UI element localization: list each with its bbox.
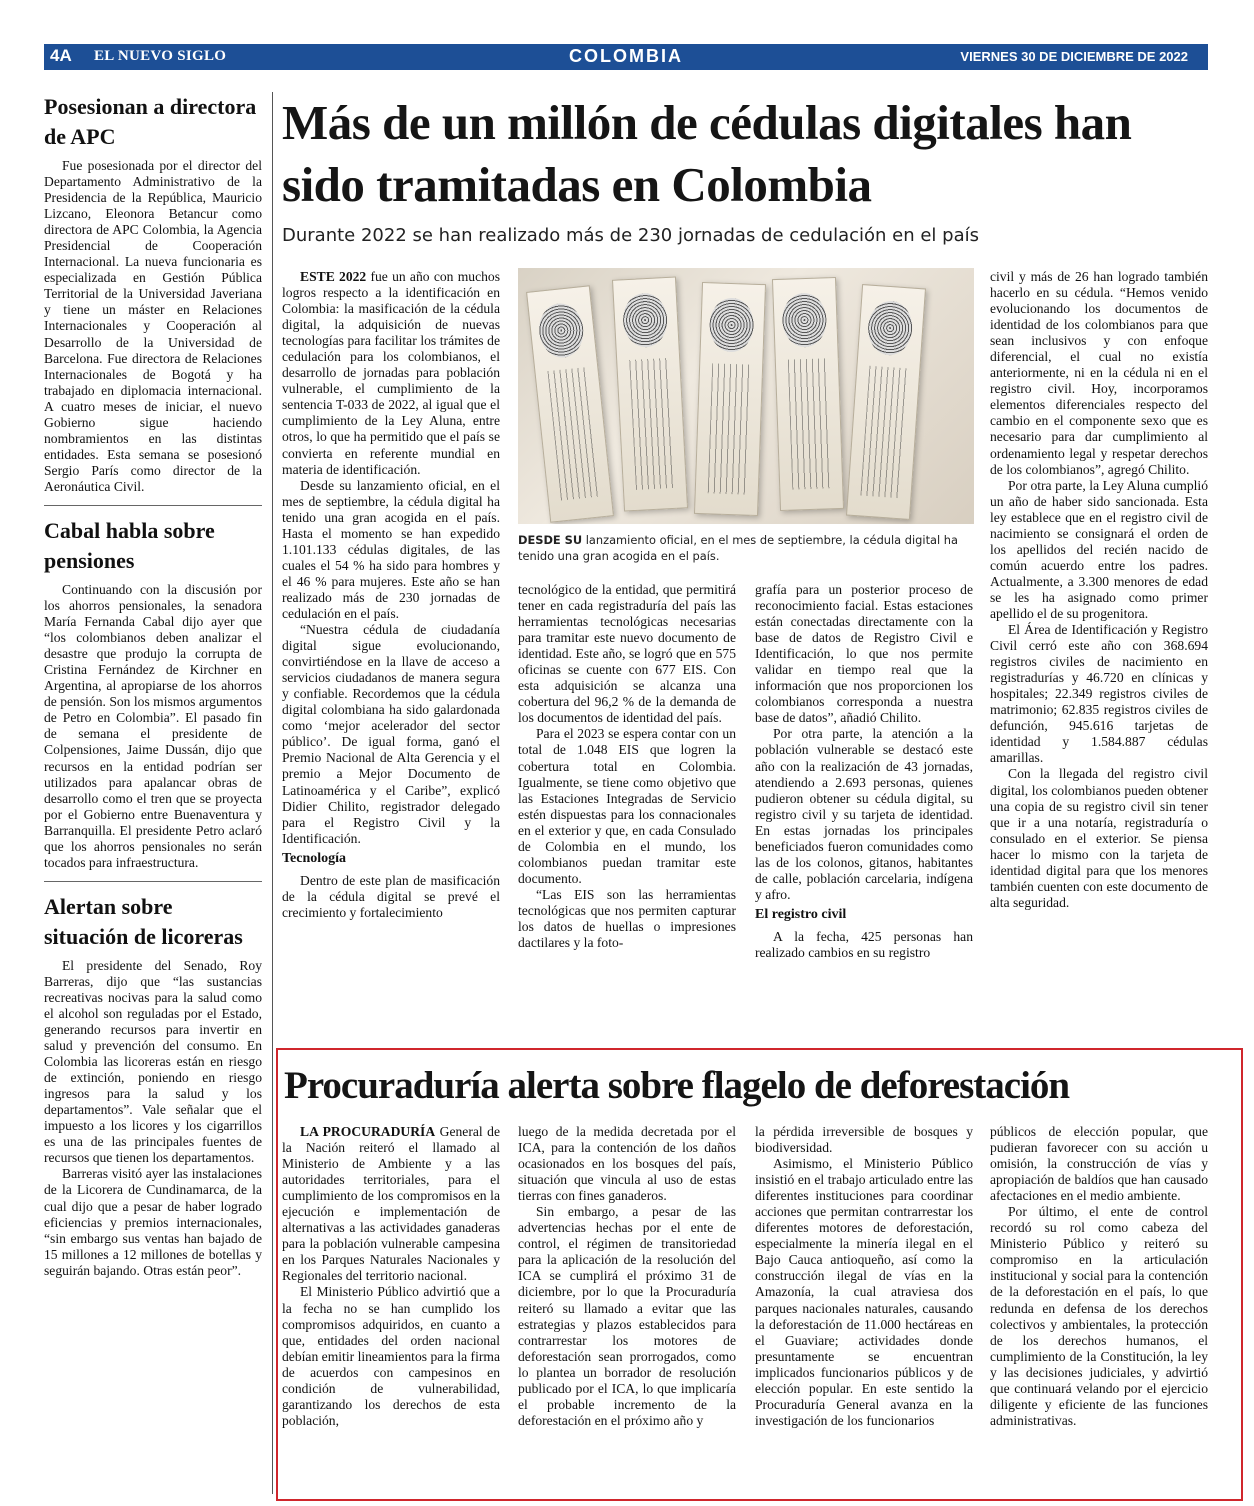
article-paragraph: luego de la medida decretada por el ICA, para la contención de los daños ocasionados en los bosques del país, situación que vincula al uso de estas tierras con fines ganaderos. — [518, 1124, 736, 1204]
lead-word: ESTE 2022 — [300, 269, 367, 284]
article-paragraph: Asimismo, el Ministerio Público insistió en el trabajo articulado entre las diferentes instituciones para coordinar acciones que permitan contrarrestar los diferentes motores de deforestación, especialmente la minería ilegal en el Bajo Cauca antioqueño, así como la construcción ilegal de vías en la Amazonía, la cual atraviesa dos parques nacionales naturales, causando la deforestación de 11.000 hectáreas en el Guaviare; actividades donde presuntamente se encuentran implicados funcionarios públicos y de elección popular. En este sentido la Procuraduría General avanza en la investigación de los funcionarios — [755, 1156, 973, 1428]
id-card-image — [772, 277, 844, 511]
main-headline: Más de un millón de cédulas digitales han sido tramitadas en Colombia — [282, 95, 1132, 212]
page-header — [44, 44, 1208, 70]
second-headline: Procuraduría alerta sobre flagelo de deforestación — [284, 1064, 1070, 1107]
article-paragraph: “Las EIS son las herramientas tecnológicas que nos permiten capturar los datos de huellas o impresiones dactilares y la foto- — [518, 886, 736, 951]
main-deck: Durante 2022 se han realizado más de 230 jornadas de cedulación en el país — [282, 225, 979, 246]
article-paragraph: la pérdida irreversible de bosques y biodiversidad. — [755, 1124, 973, 1156]
id-card-image — [846, 284, 926, 520]
second-column-3 — [755, 1124, 973, 1429]
main-column-1 — [282, 269, 500, 921]
article-paragraph: civil y más de 26 han logrado también hacerlo en su cédula. “Hemos venido evolucionando los documentos de identidad de los colombianos para que sean inclusivos y con enfoque diferencial, el cual no existía anteriormente, ni en la cédula ni en el registro civil. Hoy, incorporamos elementos diferenciales respecto del cambio en el componente sexo que es necesario para dar cumplimiento al ordenamiento legal y respetar derechos de los colombianos”, agregó Chilito. — [990, 269, 1208, 477]
divider — [44, 881, 262, 882]
brief-paragraph: Barreras visitó ayer las instalaciones de la Licorera de Cundinamarca, de la cual dijo que a pesar de haber logrado eficiencias y premios internacionales, “sin embargo sus ventas han bajado de 15 millones a 12 millones de botellas y seguirán bajando. Otras están peor”. — [44, 1166, 262, 1278]
article-paragraph: Desde su lanzamiento oficial, en el mes de septiembre, la cédula digital ha tenido una gran acogida en el país. Hasta el momento se han expedido 1.101.133 cédulas digitales, de las cuales el 54 % ha sido para hombres y el 46 % para mujeres. Este año se han realizado más de 230 jornadas de cedulación en el país. — [282, 477, 500, 621]
issue-date: VIERNES 30 DE DICIEMBRE DE 2022 — [960, 49, 1188, 64]
article-paragraph: públicos de elección popular, que pudieran favorecer con su acción u omisión, la construcción de vías y apropiación de baldíos que han causado afectaciones en el medio ambiente. — [990, 1124, 1208, 1204]
article-paragraph: Sin embargo, a pesar de las advertencias hechas por el ente de control, el régimen de transitoriedad para la aplicación de la resolución del ICA se cumplirá el próximo 31 de diciembre, por lo que la Procuraduría reiteró su llamado a evitar que las estrategias y plazos establecidos para contrarrestar los motores de deforestación sean prorrogados, como lo plantea un borrador de resolución publicado por el ICA, lo que implicaría el probable incremento de la deforestación en el próximo año y — [518, 1204, 736, 1428]
article-paragraph: Dentro de este plan de masificación de la cédula digital se prevé el crecimiento y fortalecimiento — [282, 872, 500, 920]
article-paragraph: LA PROCURADURÍA General de la Nación reiteró el llamado al Ministerio de Ambiente y a las autoridades territoriales, para el cumplimiento de los compromisos en la ejecución e implementación de alternativas a las actividades ganaderas para la población vulnerable campesina en los Parques Naturales Nacionales y Regionales del territorio nacional. — [282, 1124, 500, 1284]
article-paragraph: ESTE 2022 fue un año con muchos logros respecto a la identificación en Colombia: la masificación de la cédula digital, la adquisición de nuevas tecnologías para facilitar los trámites de cedulación para los colombianos, el desarrollo de jornadas para población vulnerable, el cumplimiento de la sentencia T-033 de 2022, al igual que el cumplimiento de la Ley Aluna, entre otros, lo que ha permitido que el país se convierta en referente mundial en materia de identificación. — [282, 269, 500, 477]
second-column-2 — [518, 1124, 736, 1429]
photo-cedulas — [518, 268, 974, 524]
section-name: COLOMBIA — [569, 46, 683, 66]
lead-word: LA PROCURADURÍA — [300, 1124, 436, 1139]
subhead-registro-civil: El registro civil — [755, 906, 847, 922]
brief-title: Posesionan a directora de APC — [44, 94, 257, 149]
second-column-4 — [990, 1124, 1208, 1429]
photo-caption: DESDE SU lanzamiento oficial, en el mes de septiembre, la cédula digital ha tenido una gran acogida en el país. — [518, 533, 959, 563]
article-paragraph: Para el 2023 se espera contar con un total de 1.048 EIS que logren la cobertura total en Colombia. Igualmente, se tiene como objetivo que las Estaciones Integradas de Servicio estén dispuestas para los connacionales en el exterior y que, en cada Consulado de Colombia en el mundo, los colombianos puedan tramitar este documento. — [518, 726, 736, 886]
brief-title: Alertan sobre situación de licoreras — [44, 893, 243, 949]
main-column-2 — [518, 582, 736, 951]
article-paragraph: El Ministerio Público advirtió que a la fecha no se han cumplido los compromisos adquiridos, en cuanto a que, entidades del orden nacional debían emitir lineamientos para la firma de acuerdos con campesinos en condición de vulnerabilidad, garantizando los derechos de esta población, — [282, 1284, 500, 1428]
brief-apc — [44, 92, 262, 495]
newspaper-name: EL NUEVO SIGLO — [94, 48, 227, 64]
article-paragraph: A la fecha, 425 personas han realizado cambios en su registro — [755, 928, 973, 960]
column-rule — [272, 92, 273, 1494]
brief-paragraph: Continuando con la discusión por los ahorros pensionales, la senadora María Fernanda Cabal dijo ayer que “los colombianos deben analizar el desastre que produjo la corrupta de Cristina Fernández de Kirchner en Argentina, al apropiarse de los ahorros de pensión. Son los mismos argumentos de Petro en Colombia”. El pasado fin de semana el presidente de Colpensiones, Jaime Dussán, dijo que recursos en la entidad podrían ser utilizados para apalancar obras de desarrollo como el tren que se proyecta por el Gobierno entre Buenaventura y Barranquilla. El presidente Petro aclaró que los ahorros pensionales no serán tocados para infraestructura. — [44, 581, 263, 870]
main-column-4 — [990, 269, 1208, 911]
article-paragraph: grafía para un posterior proceso de reconocimiento facial. Estas estaciones están conectadas directamente con la base de datos de Registro Civil e Identificación, lo que nos permite validar en tiempo real que la información que nos proporcionen los colombianos corresponda a nuestra base de datos”, añadió Chilito. — [755, 582, 973, 726]
main-column-3 — [755, 582, 973, 961]
article-paragraph: Por otra parte, la Ley Aluna cumplió un año de haber sido sancionada. Esta ley establece que en el registro civil de nacimiento se consignará el orden de los apellidos del recién nacido de común acuerdo entre los padres. Actualmente, a 3.300 menores de edad se les ha asignado como primer apellido el de su progenitora. — [990, 477, 1208, 621]
brief-pensiones — [44, 516, 262, 871]
article-paragraph: “Nuestra cédula de ciudadanía digital sigue evolucionando, convirtiéndose en la llave de acceso a servicios ciudadanos de manera segura y confiable. Recordemos que la cédula digital colombiana ha sido galardonada como ‘mejor acelerador del sector público’. De igual forma, ganó el Premio Nacional de Alta Gerencia y el premio a Mejor Documento de Latinoamérica y el Caribe”, explicó Didier Chilito, registrador delegado para el Registro Civil y la Identificación. — [282, 622, 500, 846]
article-paragraph: El Área de Identificación y Registro Civil cerró este año con 368.694 registros civiles de nacimiento en registradurías y 46.720 en clínicas y hospitales; 22.349 registros civiles de matrimonio; 62.835 registros civiles de defunción, 945.616 tarjetas de identidad y 1.584.887 cédulas amarillas. — [990, 622, 1208, 766]
page-number: 4A — [50, 46, 72, 65]
subhead-tecnologia: Tecnología — [282, 850, 347, 866]
id-card-image — [526, 285, 614, 522]
divider — [44, 505, 262, 506]
second-column-1 — [282, 1124, 500, 1429]
article-paragraph: Por último, el ente de control recordó su rol como cabeza del Ministerio Público y reiteró su compromiso en la articulación institucional y social para la contención de la deforestación en el país, lo que redunda en defensa de los derechos colectivos y ambientales, la protección de los derechos humanos, el cumplimiento de la Constitución, la ley y las decisiones judiciales, y advirtió que continuará velando por el ejercicio diligente y eficiente de las funciones administrativas. — [990, 1204, 1208, 1428]
id-card-image — [612, 276, 688, 511]
brief-paragraph: Fue posesionada por el director del Departamento Administrativo de la Presidencia de la República, Mauricio Lizcano, Eleonora Betancur como directora de APC Colombia, la Agencia Presidencial de Cooperación Internacional. La nueva funcionaria es especializada en Gestión Pública Territorial de la Universidad Javeriana y tiene un máster en Relaciones Internacionales y Cooperación al Desarrollo de la Universidad de Barcelona. Fue directora de Relaciones Internacionales de Bogotá y ha trabajado en diplomacia internacional. A cuatro meses de iniciar, el nuevo Gobierno sigue haciendo nombramientos en las distintas entidades. Esta semana se posesionó Sergio París como director de la Aeronáutica Civil. — [44, 158, 262, 494]
brief-licoreras — [44, 892, 262, 1279]
article-paragraph: Con la llegada del registro civil digital, los colombianos pueden obtener una copia de su registro civil sin tener que ir a una notaría, registraduría o consulado en el exterior. Se piensa hacer lo mismo con la tarjeta de identidad digital para que los menores también cuenten con este documento de alta seguridad. — [990, 766, 1208, 910]
article-paragraph: Por otra parte, la atención a la población vulnerable se destacó este año con la realización de 43 jornadas, atendiendo a 2.693 personas, quienes pudieron obtener su cédula digital, su registro civil y su tarjeta de identidad. En estas jornadas los principales beneficiados fueron comunidades como las de los colonos, gitanos, habitantes de calle, población carcelaria, indígena y afro. — [755, 726, 973, 902]
sidebar-briefs — [44, 92, 262, 1289]
brief-paragraph: El presidente del Senado, Roy Barreras, dijo que “las sustancias recreativas nocivas para la salud como el alcohol son reguladas por el Estado, generando recursos para invertir en salud y prevención del consumo. En Colombia las licoreras están en riesgo de extinción, poniendo en riesgo ingresos para la salud y los departamentos”. Vale señalar que el impuesto a los licores y los cigarrillos es una de las principales fuentes de recursos que tienen los departamentos. — [44, 957, 262, 1166]
article-paragraph: tecnológico de la entidad, que permitirá tener en cada registraduría del país las herramientas tecnológicas necesarias para tramitar este nuevo documento de identidad. Este año, se logró que en 575 oficinas se cuente con 677 EIS. Con esta adquisición se alcanza una cobertura del 96,2 % de la demanda de los documentos de identidad del país. — [518, 582, 736, 726]
id-card-image — [694, 282, 766, 516]
brief-title: Cabal habla sobre pensiones — [44, 517, 215, 573]
